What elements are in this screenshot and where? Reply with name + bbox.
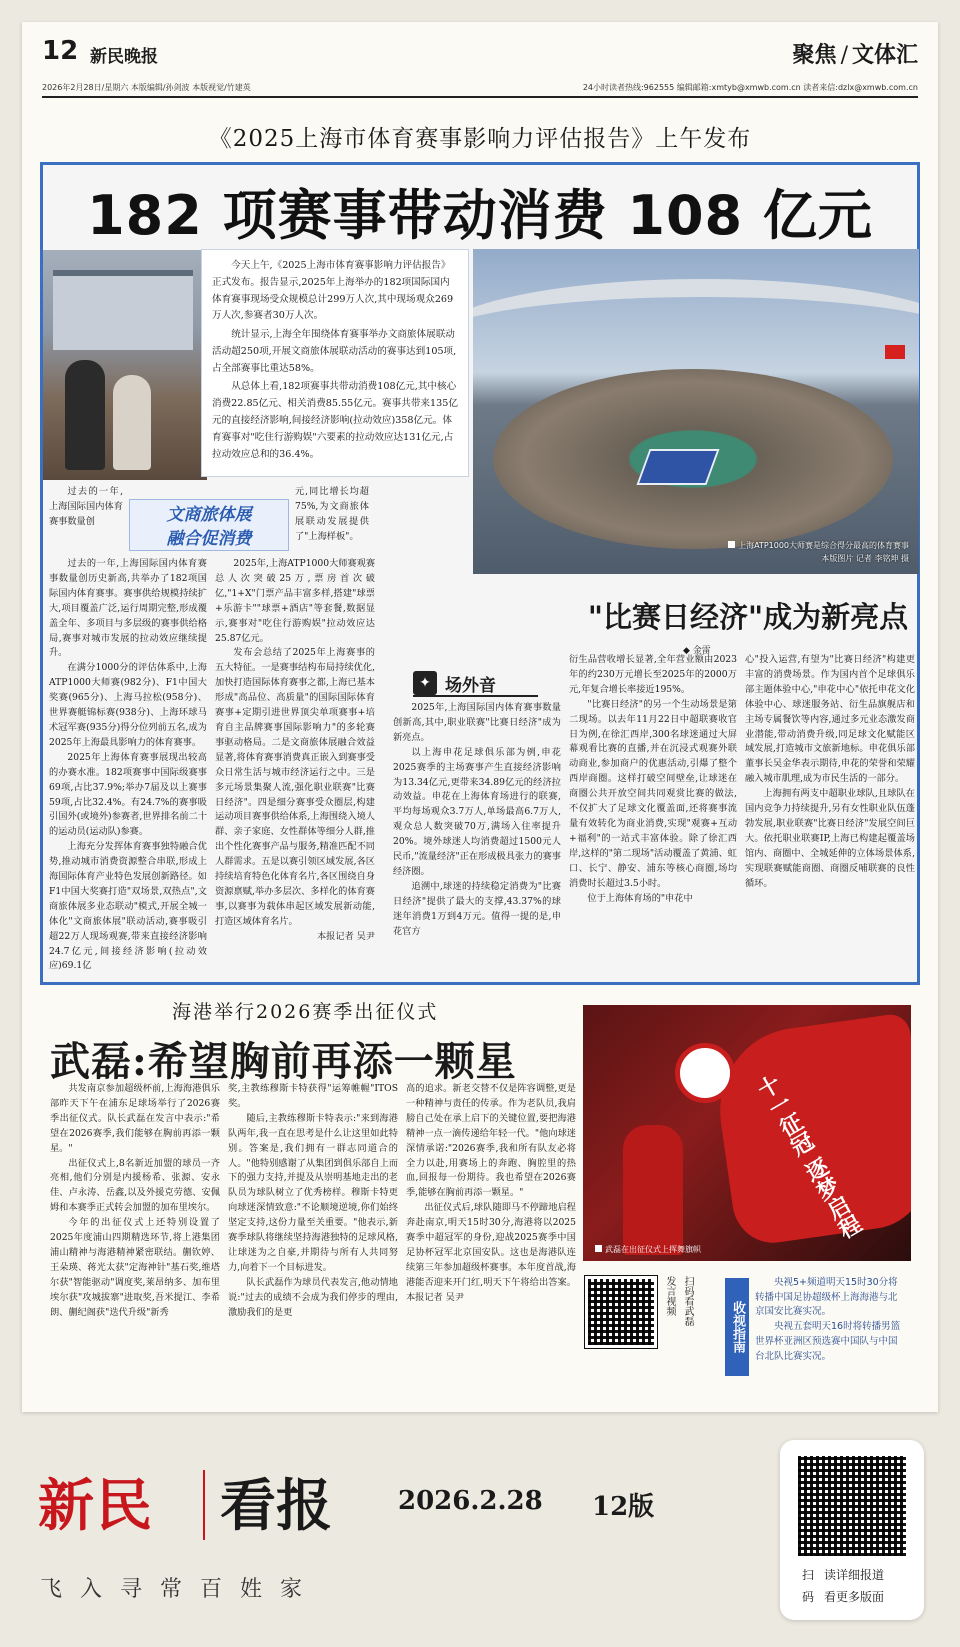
stadium-photo [473,249,919,574]
stadium-building-shape [53,270,193,350]
caption-line-1: 上海ATP1000大师赛是综合得分最高的体育赛事 [738,541,909,551]
qr-label: 扫码看武磊 [682,1276,693,1326]
column-tag-label: 场外音 [445,676,496,696]
info-left: 2026年2月28日/星期六 本版编辑/孙剑波 本版视觉/竹建英 [42,83,251,92]
footer-divider [203,1470,205,1540]
camera-square-icon [595,1245,602,1252]
article-paragraph: 上海充分发挥体育赛事独特融合优势,推动城市消费资源整合串联,形成上海国际体育产业特色发展创新路径。如F1中国大奖赛打造"双场景,双热点",文商旅体展多业态联动"模式,开展全城一体化"文商旅体展"联动活动,赛事吸引超22万人现场观赛,带来直接经济影响24.7亿元,间接经济影响(拉动效应)69.1亿 [49,841,207,972]
person-shape [113,375,151,470]
changwai-column-tag [413,669,538,697]
article-col-intro [49,485,123,557]
tag-line-2: 融合促消费 [166,529,252,549]
edition-page: 12版 [592,1492,655,1522]
article-paragraph: 出征仪式上,8名新近加盟的球员一齐亮相,他们分别是内援杨希、张源、安永佳、卢永涛、岳鑫,以及外援克劳德、安佩姆和本赛季正式转会加盟的加布里埃尔。 [50,1157,220,1214]
info-right: 24小时读者热线:962555 编辑邮箱:xmtyb@xmwb.com.cn 读者来信:dzlx@xmwb.com.cn [582,83,918,92]
fact-box [201,249,469,477]
brand-logo: 新民 [38,1473,154,1539]
camera-square-icon [728,541,735,548]
top-story-panel [40,162,920,985]
qr-caption-line [802,1588,894,1605]
wenshang-tag [129,499,289,551]
section-a: 聚焦 [792,42,837,68]
section-b: 文体汇 [851,42,918,68]
tv-guide-tab: 收视指南 [725,1278,749,1376]
brand-slogan: 飞入寻常百姓家 [40,1577,321,1602]
fact-paragraph: 统计显示,上海全年围绕体育赛事举办文商旅体展联动活动超250项,开展文商旅体展联动活动的赛事达到105项,占全部赛事比重达58%。 [212,329,457,374]
section-title: 聚焦 / 文体汇 [792,42,918,68]
article-paragraph: 心"投入运营,有望为"比赛日经济"构建更丰富的消费场景。作为国内首个足球俱乐部主题体验中心,"申花中心"依托申花文化体验中心、球迷服务站、衍生品旗舰店和主场专属餐饮等内容,通过多元业态激发商业潜能,带动消费升级,同足球文化赋能区域发展,打造城市文旅新地标。申花俱乐部董事长吴金华表示期待,申花的荣誉和荣耀融入城市肌理,成为市民生活的一部分。 [745,654,915,785]
fact-paragraph: 今天上午,《2025上海市体育赛事影响力评估报告》正式发布。报告显示,2025年上海举办的182项国际国内体育赛事现场受众规模总计299万人次,其中现场观众269万人次,参赛者30万人次。 [212,260,454,322]
guide-paragraph: 央视5+频道明天15时30分将转播中国足协超级杯上海海港与北京国安比赛实况。 [755,1277,898,1318]
article-paragraph: 在满分1000分的评估体系中,上海ATP1000大师赛(982分)、F1中国大奖赛(965分)、上海马拉松(958分)、世界赛艇锦标赛(938分)、上海环球马术冠军赛(935分)得分位列前五名,成为2025年上海最具影响力的体育赛事。 [49,662,207,748]
second-col-c [745,653,915,981]
qr-caption-line [802,1566,894,1583]
flag-photo [583,1005,911,1261]
article-paragraph: 出征仪式后,球队随即马不停蹄地启程奔赴南京,明天15时30分,海港将以2025赛季中超冠军的身份,迎战2025赛季中国足协杯冠军北京国安队。这也是海港队连续第三年参加超级杯赛事。本年度首战,海港能否迎来开门红,明天下午将给出答案。 本报记者 吴尹 [406,1202,576,1303]
article-paragraph: 发布会总结了2025年上海赛事的五大特征。一是赛事结构布局持续优化,加快打造国际体育赛事之都,上海已基本形成"高品位、高质量"的国际国际体育赛事+定期引进世界顶尖单项赛事+培育自主品牌赛事国际影响力"的多轮赛事驱动格局。二是文商旅体展融合效益显著,将体育赛事消费真正嵌入到赛事受众日常生活与城市经济运行之中。三是多元场景集聚人流,强化职业联赛"比赛日经济"。四是细分赛事受众圈层,构建运动项目赛事供给体系,上海围绕入境人群、亲子家庭、女性群体等细分人群,推出个性化赛事产品与服务,精准匹配不同人群需求。五是以赛引领区域发展,各区持续培育特色化体育名片,各区围绕自身资源禀赋,举办多层次、多样化的体育赛事,以赛事为载体串起区域发展新动能,打造区域体育名片。 [215,647,375,927]
article-paragraph: 上海拥有两支中超职业球队,且球队在国内竞争力持续提升,另有女性职业队伍蓬勃发展,职业联赛"比赛日经济"发展空间巨大。依托职业联赛IP,上海已构建起覆盖场馆内、商圈中、全城延伸的立体场景体系,实现联赛赋能商圈、商圈反哺联赛的良性循环。 [745,788,915,889]
article-paragraph: 队长武磊作为球员代表发言,他动情地说:"过去的成绩不会成为我们停步的理由,激励我们的是更 [228,1276,398,1318]
second-col-b [569,653,737,981]
info-line [42,80,918,98]
article-col-2-top [295,485,369,557]
qr-caption-prefix: 扫 [802,1568,815,1582]
changwai-column-icon: ✦ [413,671,437,695]
brand-label: 看报 [220,1473,332,1539]
video-qr-block [585,1272,715,1384]
edition-date: 2026.2.28 [398,1486,543,1516]
newspaper-page [22,22,938,1412]
club-badge-shape [675,1043,735,1103]
article-paragraph: 奖,主教练穆斯卡特获得"运筹帷幄"ITOS奖。 [228,1083,398,1109]
third-col-3 [406,1082,576,1392]
article-col-2 [215,557,375,982]
qr-caption-prefix: 码 [802,1590,815,1604]
qr-code-icon[interactable] [585,1276,657,1348]
second-author: ◆ 金雷 [683,646,711,656]
flag-photo-caption [595,1244,701,1255]
article-paragraph: "比赛日经济"的另一个生动场景是第二现场。以去年11月22日中超联赛收官日为例,在徐汇西岸,300名球迷通过大屏幕观看比赛的直播,并在沉浸式观赛外联动商业,参加商户的优惠活动,引爆了整个西岸商圈。这样打破空间壁垒,让球迷在商圈公共开放空间共同观赏比赛的做法,不仅扩大了足球文化覆盖面,还将赛事流量有效转化为商业消费,实现"观赛+互动+福利"的一站式丰富体验。除了徐汇西岸,这样的"第二现场"活动覆盖了黄浦、虹口、长宁、静安、浦东等核心商圈,场均消费时长超过3.5小时。 [569,698,737,889]
article-paragraph: 2025年,上海国际国内体育赛事数量创新高,其中,职业联赛"比赛日经济"成为新亮点。 [393,702,561,743]
article-paragraph: 元,同比增长均超75%,为文商旅体展联动发展提供了"上海样板"。 [295,486,369,542]
fact-paragraph: 从总体上看,182项赛事共带动消费108亿元,其中核心消费22.85亿元、相关消费85.55亿元。赛事共带来135亿元的直接经济影响,间接经济影响(拉动效应)358亿元。体育赛事对"吃住行游购娱"六要素的拉动效应达131亿元,占拉动效应总和的36.4%。 [212,381,458,460]
article-col-1 [49,557,207,982]
article-paragraph: 高的追求。新老交替不仅是阵容调整,更是一种精神与责任的传承。作为老队员,我肩膀自己处在承上启下的关键位置,要把海港精神一点一滴传递给年轻一代。"他向球迷深情承诺:"2026赛季,我和所有队友必将全力以赴,用赛场上的奔跑、胸腔里的热血,回报每一份期待。我也希望在2026赛季,能够在胸前再添一颗星。" [406,1083,576,1199]
article-paragraph: 衍生品营收增长显著,全年营业额由2023年的约230万元增长至2025年的2000万元,年复合增长率接近195%。 [569,654,737,695]
third-col-2 [228,1082,398,1392]
article-paragraph: 共发南京参加超级杯前,上海海港俱乐部昨天下午在浦东足球场举行了2026赛季出征仪式。队长武磊在发言中表示:"希望在2026赛季,我们能够在胸前再添一颗星。" [50,1083,220,1154]
page-number: 12 [42,36,79,66]
tag-line-1: 文商旅体展 [166,505,252,525]
article-paragraph: 位于上海体育场的"申花中 [587,892,693,904]
qr-code-icon[interactable] [798,1456,906,1556]
third-col-1 [50,1082,220,1392]
article-paragraph: 以上海申花足球俱乐部为例,申花2025赛季的主场赛事产生直接经济影响为13.34亿元,更带来34.89亿元的经济拉动效益。申花在上海体育场进行的联赛,平均每场观众3.7万人,单场最高6.7万人,观众总人数突破70万,满场入住率提升20%。境外球迷人均消费超过1500元人民币,"流量经济"正在形成极具张力的赛事经济圈。 [393,746,561,877]
byline: 本报记者 吴尹 [316,930,375,942]
second-headline: "比赛日经济"成为新亮点 [587,600,909,634]
third-kicker: 海港举行2026赛季出征仪式 [172,1001,439,1023]
person-shape [65,360,105,470]
article-paragraph: 过去的一年,上海国际国内体育赛事数量创 [49,486,123,527]
caption-line-2: 本版图片 记者 李铭坤 摄 [821,554,909,564]
stadium-photo-caption [728,540,909,566]
guide-paragraph: 央视五套明天16时将转播男篮世界杯亚洲区预选赛中国队与中国台北队比赛实况。 [755,1321,901,1362]
caption-text: 武磊在出征仪式上挥舞旗帜 [605,1245,701,1254]
article-paragraph: 今年的出征仪式上还特别设置了2025年度浦山四期精选环节,将上港集团浦山精神与海港精神紧密联结。蒯钦婷、王朵瑛、蒋光太获"定海神针"基石奖,维塔尔获"智能驱动"调度奖,莱昂纳多、加布里埃尔获"攻城拔寨"进取奖,吾米提江、李希朗、蒯纪阁获"迭代升级"新秀 [50,1217,220,1318]
top-headline: 182 项赛事带动消费 108 亿元 [87,184,873,247]
paper-name: 新民晚报 [90,47,158,67]
fans-photo [43,250,207,480]
article-paragraph: 2025年,上海ATP1000大师赛观赛总人次突破25万,票房首次破亿,"1+X"门票产品丰富多样,搭建"球票+乐游卡""球票+酒店"等套餐,数据显示,赛事对"吃住行游购娱"拉动效应达25.87亿元。 [215,558,375,644]
flag-text: 十一征冠 逐梦启程 [750,1071,866,1244]
qr-caption-text: 读详细报道 [824,1568,885,1582]
second-col-a [393,701,561,981]
footer-qr-card[interactable] [780,1440,924,1620]
article-paragraph: 2025年上海体育赛事展现出较高的办赛水准。182项赛事中国际级赛事69项,占比37.9%;举办7届及以上赛事59项,占比32.4%。有24.7%的赛事吸引国外(或境外)参赛者,世界排名前二十的运动员(运动队)参赛。 [49,751,207,838]
article-paragraph: 随后,主教练穆斯卡特表示:"来到海港队两年,我一直在思考是什么让这里如此特别。答案是,我们拥有一群志同道合的人。"他特别感谢了从集团到俱乐部自上而下的强力支持,并提及从崇明基地走出的老队员为球队树立了优秀榜样。穆斯卡特更向球迷深情致意:"不论顺境逆境,你们始终坚定支持,这份力量至关重要。"他表示,新赛季球队将继续坚持海港独特的足球风格,让球迷为之自豪,并期待与所有人共同努力,向着下一个目标进发。 [228,1112,398,1273]
qr-label: 发言视频 [664,1276,675,1316]
article-paragraph: 追溯中,球迷的持续稳定消费为"比赛日经济"提供了最大的支撑,43.37%的球迷年消费1万到4万元。值得一提的是,申花官方 [393,880,561,937]
tv-guide-text [755,1276,905,1364]
third-headline: 武磊:希望胸前再添一颗星 [50,1038,517,1085]
flag-shape [885,345,905,359]
player-shape [623,1125,683,1255]
qr-caption-text: 看更多版面 [824,1590,885,1604]
tennis-court-shape [636,449,719,485]
top-kicker: 《2025上海市体育赛事影响力评估报告》上午发布 [208,126,752,152]
article-paragraph: 过去的一年,上海国际国内体育赛事数量创历史新高,共举办了182项国际国内体育赛事。赛事供给规模持续扩大,项目覆盖广泛,运行周期完整,形成覆盖全年、多项目与多层级的赛事供给格局,赛事对城市发展的拉动效应继续提升。 [49,558,207,659]
masthead [42,36,918,76]
